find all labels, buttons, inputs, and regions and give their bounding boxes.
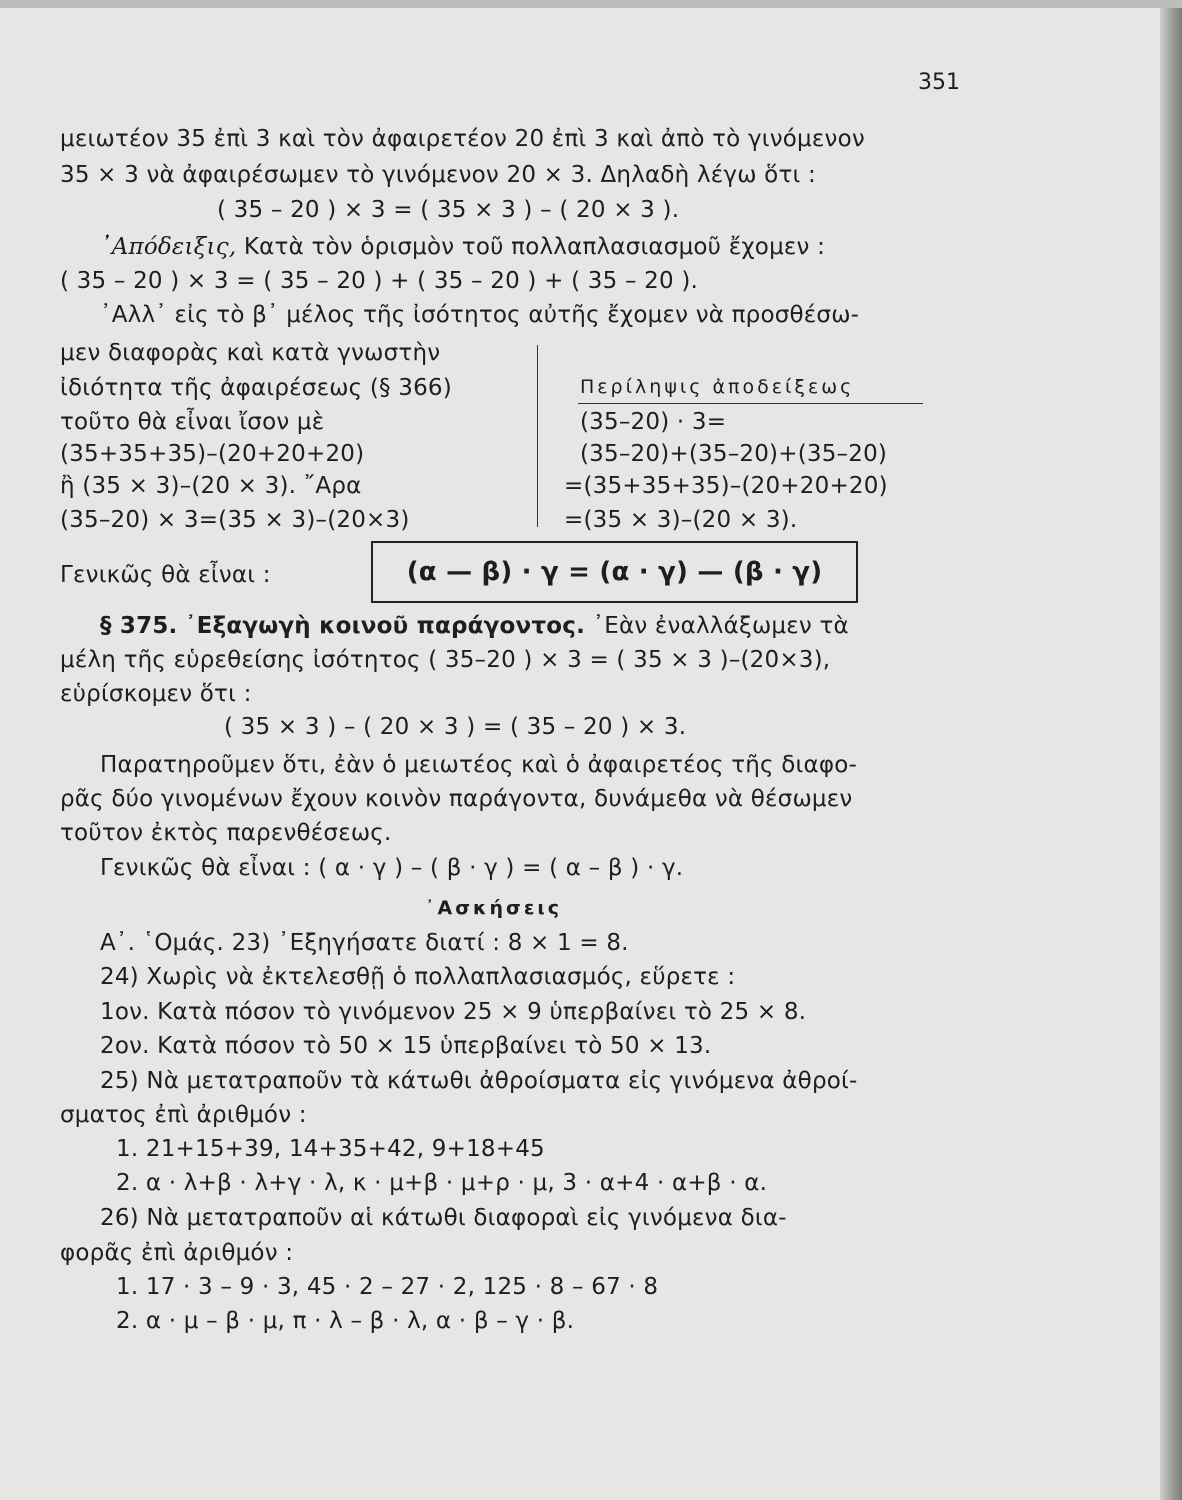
exercise-line-11: 1. 17 · 3 – 9 · 3, 45 · 2 – 27 · 2, 125 · 8 – 67 · 8: [116, 1274, 659, 1300]
boxed-formula: (α — β) · γ = (α · γ) — (β · γ): [406, 557, 823, 587]
general-label: Γενικῶς θὰ εἶναι :: [60, 562, 271, 588]
section-equation: ( 35 × 3 ) – ( 20 × 3 ) = ( 35 – 20 ) × 3.: [224, 714, 687, 740]
summary-line-1: (35–20) · 3=: [580, 409, 727, 435]
observation-line-1: Παρατηροῦμεν ὅτι, ἐὰν ὁ μειωτέος καὶ ὁ ἀφαιρετέος τῆς διαφο-: [100, 752, 858, 778]
section-title: ᾽Εξαγωγὴ κοινοῦ παράγοντος.: [184, 613, 586, 639]
summary-line-3: =(35+35+35)–(20+20+20): [564, 473, 888, 499]
observation-general: Γενικῶς θὰ εἶναι : ( α · γ ) – ( β · γ ) = ( α – β ) · γ.: [100, 855, 684, 881]
observation-line-2: ρᾶς δύο γινομένων ἔχουν κοινὸν παράγοντα, δυνάμεθα νὰ θέσωμεν: [60, 786, 853, 812]
exercise-line-1: Α᾽. ῾Ομάς. 23) ᾽Εξηγήσατε διατί : 8 × 1 = 8.: [100, 930, 629, 956]
exercise-line-4: 2ον. Κατὰ πόσον τὸ 50 × 15 ὑπερβαίνει τὸ 50 × 13.: [100, 1033, 712, 1059]
exercise-line-12: 2. α · μ – β · μ, π · λ – β · λ, α · β – γ · β.: [116, 1308, 575, 1334]
summary-heading: Περίληψις ἀποδείξεως: [580, 376, 855, 398]
summary-line-2: (35–20)+(35–20)+(35–20): [580, 441, 888, 467]
exercise-line-10: φορᾶς ἐπὶ ἀριθμόν :: [60, 1240, 294, 1266]
intro-equation: ( 35 – 20 ) × 3 = ( 35 × 3 ) – ( 20 × 3 ).: [217, 197, 680, 223]
formula-box: [371, 541, 858, 603]
left-col-line-3: τοῦτο θὰ εἶναι ἴσον μὲ: [60, 409, 325, 435]
left-col-line-1: μεν διαφορὰς καὶ κατὰ γνωστὴν: [60, 340, 441, 366]
proof-equation: ( 35 – 20 ) × 3 = ( 35 – 20 ) + ( 35 – 20 ) + ( 35 – 20 ).: [60, 268, 699, 294]
summary-line-4: =(35 × 3)–(20 × 3).: [564, 507, 798, 533]
proof-continuation: ᾽Αλλ᾽ εἰς τὸ β᾽ μέλος τῆς ἰσότητος αὐτῆς ἔχομεν νὰ προσθέσω-: [100, 302, 860, 328]
proof-label: ᾽Απόδειξις,: [100, 234, 237, 260]
exercise-line-5: 25) Νὰ μετατραποῦν τὰ κάτωθι ἀθροίσματα εἰς γινόμενα ἀθροί-: [100, 1068, 858, 1094]
exercise-line-2: 24) Χωρὶς νὰ ἐκτελεσθῇ ὁ πολλαπλασιασμός, εὕρετε :: [100, 964, 736, 990]
column-divider: [537, 345, 538, 527]
exercise-line-3: 1ον. Κατὰ πόσον τὸ γινόμενον 25 × 9 ὑπερβαίνει τὸ 25 × 8.: [100, 999, 807, 1025]
proof-text: Κατὰ τὸν ὁρισμὸν τοῦ πολλαπλασιασμοῦ ἔχομεν :: [243, 234, 826, 260]
section-number: § 375.: [100, 613, 178, 639]
intro-line-2: 35 × 3 νὰ ἀφαιρέσωμεν τὸ γινόμενον 20 × 3. Δηλαδὴ λέγω ὅτι :: [60, 162, 816, 188]
exercise-line-7: 1. 21+15+39, 14+35+42, 9+18+45: [116, 1136, 545, 1162]
summary-underline: [578, 403, 923, 404]
exercise-line-9: 26) Νὰ μετατραποῦν αἱ κάτωθι διαφοραὶ εἰς γινόμενα δια-: [100, 1205, 787, 1231]
top-border: [0, 0, 1182, 8]
left-col-line-6: (35–20) × 3=(35 × 3)–(20×3): [60, 507, 410, 533]
exercise-line-6: σματος ἐπὶ ἀριθμόν :: [60, 1102, 307, 1128]
intro-line-1: μειωτέον 35 ἐπὶ 3 καὶ τὸν ἀφαιρετέον 20 ἐπὶ 3 καὶ ἀπὸ τὸ γινόμενον: [60, 126, 865, 152]
section-line-3: εὑρίσκομεν ὅτι :: [60, 681, 252, 707]
left-col-line-2: ἰδιότητα τῆς ἀφαιρέσεως (§ 366): [60, 375, 452, 401]
left-col-line-5: ἢ (35 × 3)–(20 × 3). ῎Αρα: [60, 473, 362, 499]
section-intro: ᾽Εὰν ἐναλλάξωμεν τὰ: [592, 613, 849, 639]
section-375-heading: [100, 611, 849, 641]
exercises-heading: ᾽Ασκήσεις: [425, 897, 563, 919]
page-edge-shadow: [1160, 0, 1182, 1500]
left-col-line-4: (35+35+35)–(20+20+20): [60, 441, 365, 467]
observation-line-3: τοῦτον ἐκτὸς παρενθέσεως.: [60, 820, 392, 846]
section-line-2: μέλη τῆς εὑρεθείσης ἰσότητος ( 35–20 ) × 3 = ( 35 × 3 )–(20×3),: [60, 647, 831, 673]
exercise-line-8: 2. α · λ+β · λ+γ · λ, κ · μ+β · μ+ρ · μ, 3 · α+4 · α+β · α.: [116, 1170, 768, 1196]
page-number: 351: [918, 70, 960, 95]
proof-line: [100, 232, 825, 262]
